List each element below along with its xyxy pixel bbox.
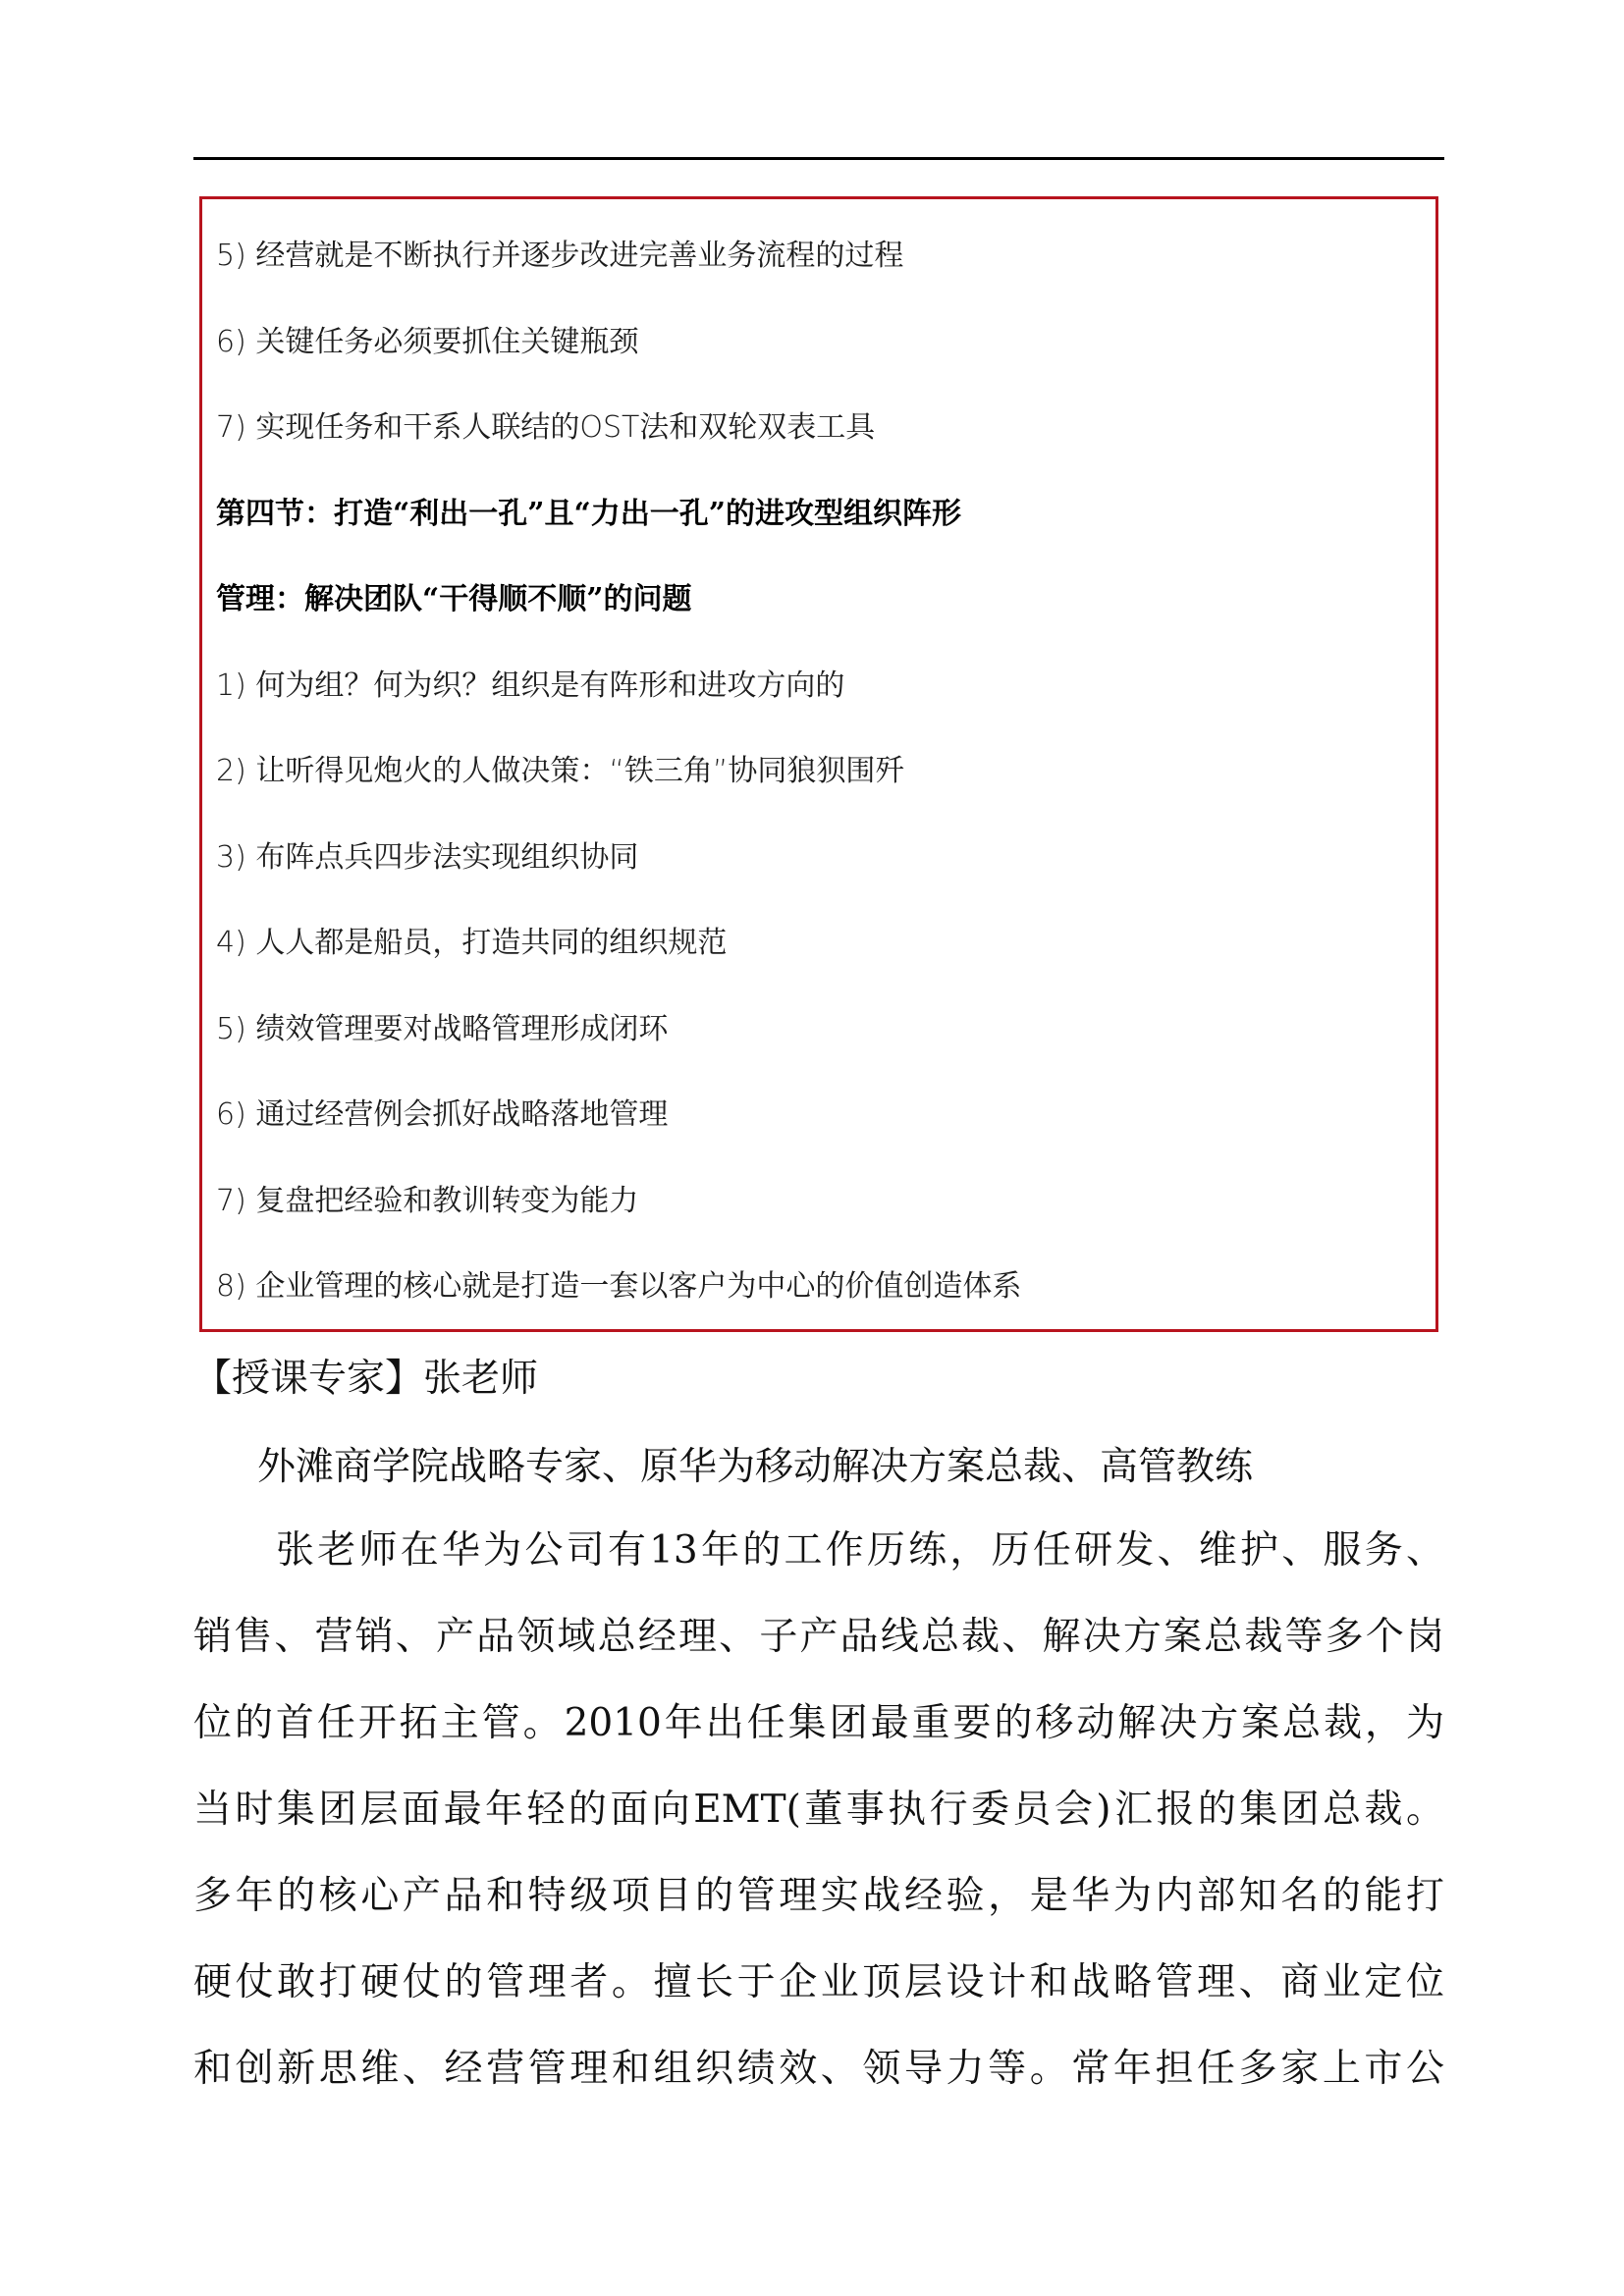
section-heading: 第四节：打造“利出一孔”且“力出一孔”的进攻型组织阵形: [216, 497, 962, 531]
outline-item: 3) 布阵点兵四步法实现组织协同: [216, 840, 639, 875]
bio-line: 位的首任开拓主管。2010年出任集团最重要的移动解决方案总裁，为: [193, 1701, 1444, 1745]
outline-item: 6) 通过经营例会抓好战略落地管理: [216, 1097, 669, 1132]
expert-title: 外滩商学院战略专家、原华为移动解决方案总裁、高管教练: [257, 1445, 1254, 1489]
bio-line: 硬仗敢打硬仗的管理者。擅长于企业顶层设计和战略管理、商业定位: [193, 1960, 1444, 2004]
expert-heading: 【授课专家】张老师: [193, 1357, 539, 1401]
outline-item: 5) 经营就是不断执行并逐步改进完善业务流程的过程: [216, 239, 904, 273]
section-subheading: 管理：解决团队“干得顺不顺”的问题: [216, 582, 692, 616]
outline-item: 2) 让听得见炮火的人做决策：“铁三角”协同狼狈围歼: [216, 754, 905, 788]
outline-item: 8) 企业管理的核心就是打造一套以客户为中心的价值创造体系: [216, 1269, 1022, 1304]
outline-item: 1) 何为组？何为织？组织是有阵形和进攻方向的: [216, 668, 845, 703]
bio-line: 当时集团层面最年轻的面向EMT(董事执行委员会)汇报的集团总裁。: [193, 1788, 1444, 1832]
bio-line: 多年的核心产品和特级项目的管理实战经验，是华为内部知名的能打: [193, 1874, 1444, 1918]
header-rule: [193, 157, 1444, 160]
bio-line: 和创新思维、经营管理和组织绩效、领导力等。常年担任多家上市公: [193, 2047, 1444, 2091]
course-outline-box: [199, 196, 1438, 1332]
bio-line: 销售、营销、产品领域总经理、子产品线总裁、解决方案总裁等多个岗: [193, 1615, 1444, 1659]
outline-item: 7) 实现任务和干系人联结的OST法和双轮双表工具: [216, 410, 876, 445]
outline-item: 7) 复盘把经验和教训转变为能力: [216, 1184, 639, 1218]
outline-item: 6) 关键任务必须要抓住关键瓶颈: [216, 325, 639, 359]
outline-item: 5) 绩效管理要对战略管理形成闭环: [216, 1012, 669, 1046]
outline-item: 4) 人人都是船员，打造共同的组织规范: [216, 926, 728, 960]
bio-line: 张老师在华为公司有13年的工作历练，历任研发、维护、服务、: [276, 1528, 1444, 1573]
